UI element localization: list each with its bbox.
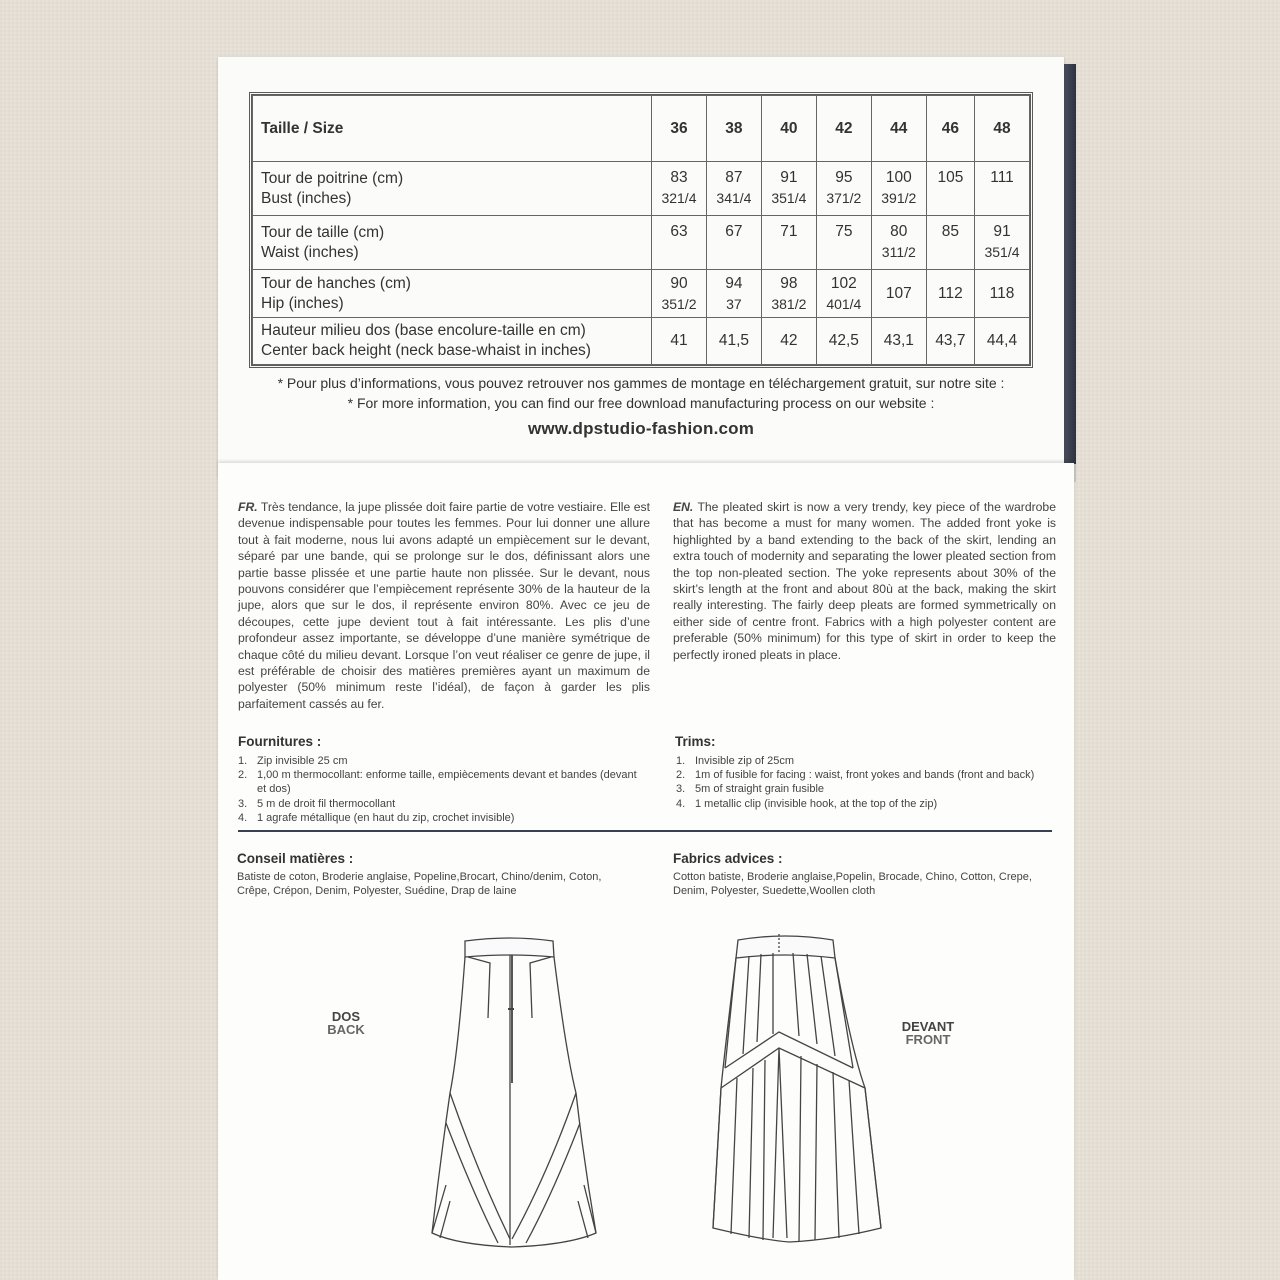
in-value: 401/4 (826, 295, 862, 312)
label-en: Center back height (neck base-whaist in inches) (261, 341, 591, 359)
cm-value: 87 (725, 169, 743, 186)
in-value: 37 (726, 295, 742, 312)
cm-value: 111 (990, 169, 1014, 186)
cell (652, 162, 707, 216)
in-value: 381/2 (771, 295, 807, 312)
cell (816, 216, 871, 270)
description-en-text: The pleated skirt is now a very trendy, key piece of the wardrobe that has become a must for many women. The added front yoke is highlighted by a band extending to the back of the skirt, lending an extra touch of modernity and separating the lower pleated section from the top non-pleated section. The yoke represents about 30% of the skirt’s length at the front and about 80ù at the back, making the skirt really interesting. The fairly deep pleats are formed symmetrically on either side of centre front. Fabrics with a high polyester content are preferable (50% minimum) for this type of skirt in order to keep the perfectly ironed pleats in place. (673, 500, 1056, 662)
cell (816, 162, 871, 216)
trims-list (676, 754, 1066, 811)
cm-value: 118 (989, 284, 1015, 302)
cell (871, 216, 926, 270)
in-value: 311/2 (881, 244, 916, 261)
list-item: 4. 1 metallic clip (invisible hook, at the top of the zip) (676, 797, 938, 810)
size-header-label: Taille / Size (253, 96, 652, 162)
cm-value: 85 (941, 223, 960, 241)
note-fr: * Pour plus d’informations, vous pouvez retrouver nos gammes de montage en téléchargement gratuit, sur notre site : (277, 375, 1005, 391)
back-label-fr: DOS (331, 1009, 361, 1024)
cm-value: 105 (937, 169, 964, 186)
cell (761, 270, 816, 317)
cm-value: 67 (725, 223, 743, 241)
skirt-front-drawing (703, 928, 903, 1268)
fournitures-list (238, 754, 638, 825)
cm-value: 94 (725, 274, 743, 292)
cm-value: 98 (780, 274, 798, 292)
cell (761, 162, 816, 216)
cm-value: 91 (993, 223, 1011, 241)
cell (816, 270, 871, 317)
cell (871, 317, 926, 364)
fabrics-title: Fabrics advices : (673, 851, 783, 866)
back-view-label (316, 1010, 376, 1036)
info-notes (218, 373, 1064, 439)
cell (706, 270, 761, 317)
cell (871, 162, 926, 216)
section-divider (238, 830, 1052, 832)
cm-value: 71 (780, 223, 798, 241)
cell (706, 162, 761, 216)
label-en: Hip (inches) (261, 294, 344, 312)
list-item: 4. 1 agrafe métallique (en haut du zip, crochet invisible) (238, 811, 515, 824)
cell (926, 216, 974, 270)
fabrics-text: Cotton batiste, Broderie anglaise,Popelin, Brocade, Chino, Cotton, Crepe, Denim, Polyester, Suedette,Woollen cloth (673, 871, 1032, 898)
front-label-en: FRONT (905, 1032, 951, 1047)
cell (761, 317, 816, 364)
cm-value: 102 (830, 274, 857, 292)
cell (652, 317, 707, 364)
cm-value: 42,5 (828, 331, 859, 349)
cell (926, 162, 974, 216)
bust-row (253, 162, 1030, 216)
in-value: 341/4 (716, 190, 752, 206)
row-label (253, 270, 652, 317)
cm-value: 42 (780, 331, 798, 349)
cell (652, 216, 707, 270)
cm-value: 112 (938, 284, 963, 302)
envelope-edge (1064, 64, 1076, 464)
cell (926, 270, 974, 317)
cm-value: 90 (670, 274, 688, 292)
label-fr: Tour de poitrine (cm) (261, 169, 404, 187)
size-38: 38 (706, 96, 761, 162)
list-item: 3. 5m of straight grain fusible (676, 783, 825, 796)
conseil-text: Batiste de coton, Broderie anglaise, Popeline,Brocart, Chino/denim, Coton, Crêpe, Crépon, Denim, Polyester, Suédine, Drap de laine (237, 871, 602, 898)
row-label (253, 216, 652, 270)
lang-tag-en: EN. (673, 500, 694, 514)
in-value: 321/4 (661, 190, 697, 206)
front-label-fr: DEVANT (901, 1019, 955, 1034)
waist-row (253, 216, 1030, 270)
cell (706, 317, 761, 364)
list-item: 3. 5 m de droit fil thermocollant (238, 797, 396, 810)
in-value: 351/4 (771, 190, 807, 206)
size-42: 42 (816, 96, 871, 162)
in-value: 371/2 (826, 190, 862, 206)
cell (761, 216, 816, 270)
label-fr: Tour de taille (cm) (261, 223, 385, 241)
center-back-row (253, 317, 1030, 364)
fournitures-title: Fournitures : (238, 734, 322, 749)
trims-title: Trims: (675, 734, 716, 749)
label-en: Waist (inches) (261, 243, 359, 261)
list-item: 1. Invisible zip of 25cm (676, 755, 795, 767)
note-en: * For more information, you can find our free download manufacturing process on our website : (347, 395, 935, 411)
size-48: 48 (975, 96, 1030, 162)
in-value: 391/2 (881, 190, 917, 206)
skirt-back-drawing (418, 933, 638, 1273)
label-fr: Hauteur milieu dos (base encolure-taille en cm) (261, 321, 586, 339)
description-en (673, 499, 1056, 663)
size-46: 46 (926, 96, 974, 162)
size-44: 44 (871, 96, 926, 162)
cell (706, 216, 761, 270)
cell (926, 317, 974, 364)
website-url: www.dpstudio-fashion.com (527, 419, 755, 438)
cm-value: 44,4 (986, 331, 1018, 349)
cell (816, 317, 871, 364)
size-40: 40 (761, 96, 816, 162)
conseil-title: Conseil matières : (237, 851, 354, 866)
cell (652, 270, 707, 317)
cell (975, 317, 1030, 364)
list-item: 2. 1,00 m thermocollant: enforme taille, empiècements devant et bandes (devant et dos) (238, 769, 637, 796)
cm-value: 91 (780, 169, 798, 186)
cm-value: 43,7 (935, 331, 966, 349)
cell (975, 270, 1030, 317)
list-item: 2. 1m of fusible for facing : waist, front yokes and bands (front and back) (676, 769, 1035, 782)
cell (871, 270, 926, 317)
description-fr-text: Très tendance, la jupe plissée doit faire partie de votre vestiaire. Elle est devenue indispensable pour toutes les femmes. Pour lui donner une allure tout à fait moderne, nous lui avons adapté un empiècement sur le devant, séparé par une bande, qui se prolonge sur le dos, définissant alors une partie basse plissée et une partie haute non plissée. Sur le devant, nous pouvons considérer que l’empiècement représente 30% de la hauteur de la jupe, alors que sur le dos, il représente environ 80%. Avec ce jeu de découpes, cette jupe devient tout à fait intéressante. Les plis d’une profondeur assez importante, se développe d’une manière symétrique de chaque côté du milieu devant. Lorsque l’on veut réaliser ce genre de jupe, il est préférable de choisir des matières premières ayant un maximum de polyester (50% minimum reste l’idéal), de façon à garder les plis parfaitement cassés au fer. (238, 500, 650, 711)
back-label-en: BACK (327, 1022, 365, 1037)
cm-value: 80 (890, 223, 908, 241)
list-item: 1. Zip invisible 25 cm (238, 755, 348, 767)
cell (975, 216, 1030, 270)
in-value: 351/4 (984, 244, 1020, 261)
size-header-row (253, 96, 1030, 162)
instructions-sheet (218, 463, 1074, 1280)
cm-value: 95 (835, 169, 853, 186)
cm-value: 41 (670, 331, 688, 349)
label-fr: Tour de hanches (cm) (261, 274, 411, 292)
cm-value: 100 (885, 169, 912, 186)
size-36: 36 (652, 96, 707, 162)
cm-value: 41,5 (718, 331, 750, 349)
cm-value: 75 (835, 223, 853, 241)
lang-tag-fr: FR. (238, 500, 258, 514)
description-fr (238, 499, 650, 712)
cm-value: 43,1 (883, 331, 914, 349)
cell (975, 162, 1030, 216)
hip-row (253, 270, 1030, 317)
row-label (253, 317, 652, 364)
label-en: Bust (inches) (261, 189, 352, 207)
size-table (249, 92, 1033, 368)
cm-value: 63 (670, 223, 688, 241)
in-value: 351/2 (661, 295, 697, 312)
row-label (253, 162, 652, 216)
cm-value: 83 (670, 169, 688, 186)
cm-value: 107 (885, 284, 912, 302)
